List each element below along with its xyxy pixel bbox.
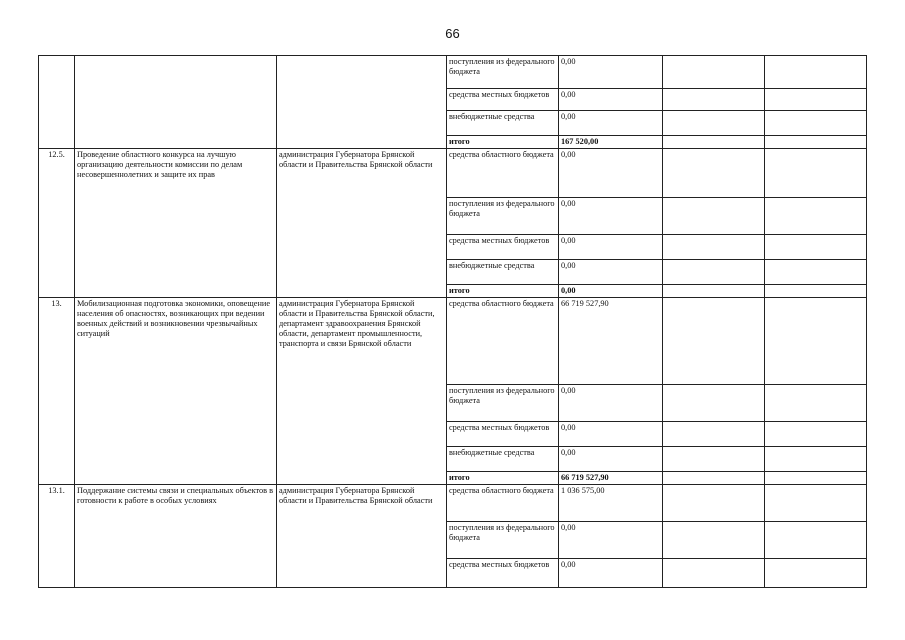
funding-amount: 66 719 527,90 <box>559 298 663 385</box>
empty-cell <box>663 522 765 559</box>
funding-source-label: средства областного бюджета <box>447 485 559 522</box>
empty-cell <box>663 485 765 522</box>
empty-cell <box>663 260 765 285</box>
empty-cell <box>663 447 765 472</box>
item-name: Поддержание системы связи и специальных объектов в готовности к работе в особых условиях <box>75 485 277 588</box>
empty-cell <box>765 522 867 559</box>
funding-source-label: поступления из федерального бюджета <box>447 522 559 559</box>
empty-cell <box>663 89 765 111</box>
empty-cell <box>765 260 867 285</box>
funding-amount: 0,00 <box>559 235 663 260</box>
empty-cell <box>765 447 867 472</box>
funding-source-label: средства областного бюджета <box>447 149 559 198</box>
funding-amount: 0,00 <box>559 447 663 472</box>
table-row <box>39 149 867 198</box>
empty-cell <box>765 111 867 136</box>
empty-cell <box>765 136 867 149</box>
empty-cell <box>765 285 867 298</box>
total-label: итого <box>447 285 559 298</box>
budget-table <box>38 55 867 588</box>
item-number <box>39 56 75 149</box>
empty-cell <box>663 385 765 422</box>
empty-cell <box>663 422 765 447</box>
empty-cell <box>663 149 765 198</box>
item-number: 13.1. <box>39 485 75 588</box>
table-body <box>39 56 867 588</box>
funding-source-label: поступления из федерального бюджета <box>447 198 559 235</box>
funding-source-label: внебюджетные средства <box>447 260 559 285</box>
funding-source-label: средства местных бюджетов <box>447 89 559 111</box>
empty-cell <box>765 298 867 385</box>
table-row <box>39 56 867 89</box>
empty-cell <box>663 198 765 235</box>
empty-cell <box>765 198 867 235</box>
funding-source-label: средства местных бюджетов <box>447 422 559 447</box>
funding-amount: 1 036 575,00 <box>559 485 663 522</box>
empty-cell <box>663 559 765 588</box>
funding-source-label: средства местных бюджетов <box>447 559 559 588</box>
item-executor <box>277 56 447 149</box>
funding-amount: 0,00 <box>559 111 663 136</box>
empty-cell <box>765 149 867 198</box>
empty-cell <box>765 235 867 260</box>
item-executor: администрация Губернатора Брянской области и Правительства Брянской области, департамент здравоохранения Брянской области, департамент промышленности, транспорта и связи Брянской области <box>277 298 447 485</box>
item-name: Мобилизационная подготовка экономики, оповещение населения об опасностях, возникающих при ведении военных действий и возникновении чрезвычайных ситуаций <box>75 298 277 485</box>
total-amount: 66 719 527,90 <box>559 472 663 485</box>
item-number: 13. <box>39 298 75 485</box>
table-row <box>39 485 867 522</box>
empty-cell <box>765 559 867 588</box>
item-executor: администрация Губернатора Брянской области и Правительства Брянской области <box>277 485 447 588</box>
empty-cell <box>765 56 867 89</box>
funding-source-label: внебюджетные средства <box>447 111 559 136</box>
empty-cell <box>663 298 765 385</box>
funding-amount: 0,00 <box>559 385 663 422</box>
empty-cell <box>663 472 765 485</box>
funding-source-label: поступления из федерального бюджета <box>447 385 559 422</box>
item-name: Проведение областного конкурса на лучшую организацию деятельности комиссии по делам несовершеннолетних и защите их прав <box>75 149 277 298</box>
table-row <box>39 298 867 385</box>
funding-source-label: средства областного бюджета <box>447 298 559 385</box>
empty-cell <box>765 485 867 522</box>
funding-amount: 0,00 <box>559 522 663 559</box>
item-number: 12.5. <box>39 149 75 298</box>
empty-cell <box>765 422 867 447</box>
empty-cell <box>663 136 765 149</box>
empty-cell <box>765 89 867 111</box>
item-name <box>75 56 277 149</box>
total-label: итого <box>447 136 559 149</box>
empty-cell <box>765 472 867 485</box>
funding-source-label: средства местных бюджетов <box>447 235 559 260</box>
total-amount: 0,00 <box>559 285 663 298</box>
empty-cell <box>663 56 765 89</box>
item-executor: администрация Губернатора Брянской области и Правительства Брянской области <box>277 149 447 298</box>
funding-amount: 0,00 <box>559 559 663 588</box>
total-amount: 167 520,00 <box>559 136 663 149</box>
funding-source-label: внебюджетные средства <box>447 447 559 472</box>
empty-cell <box>765 385 867 422</box>
funding-source-label: поступления из федерального бюджета <box>447 56 559 89</box>
empty-cell <box>663 285 765 298</box>
empty-cell <box>663 111 765 136</box>
funding-amount: 0,00 <box>559 89 663 111</box>
funding-amount: 0,00 <box>559 422 663 447</box>
funding-amount: 0,00 <box>559 260 663 285</box>
total-label: итого <box>447 472 559 485</box>
empty-cell <box>663 235 765 260</box>
funding-amount: 0,00 <box>559 56 663 89</box>
page-number: 66 <box>445 26 460 41</box>
funding-amount: 0,00 <box>559 149 663 198</box>
funding-amount: 0,00 <box>559 198 663 235</box>
